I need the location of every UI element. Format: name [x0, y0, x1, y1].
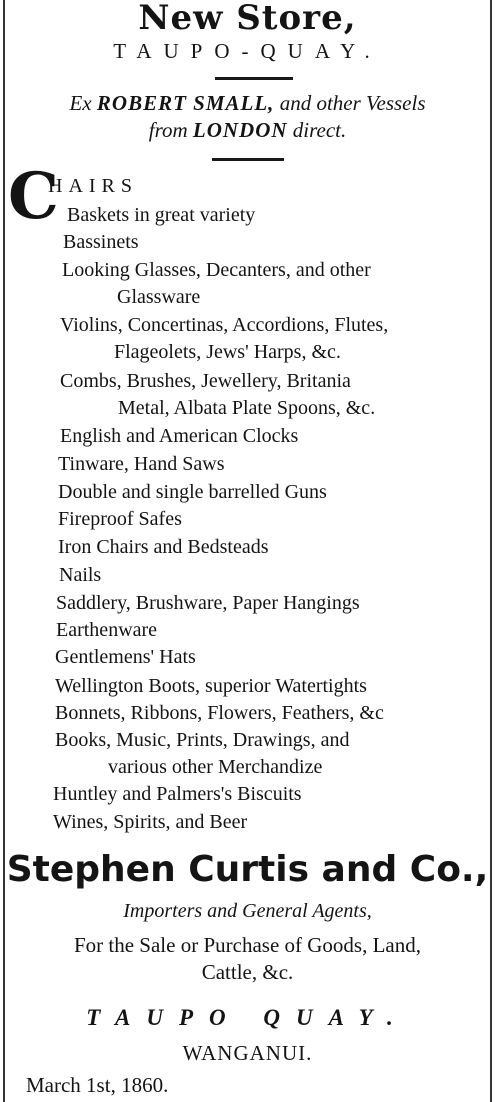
goods-item: Bassinets [63, 231, 139, 253]
goods-item: Gentlemens' Hats [55, 646, 196, 668]
sale-line: Cattle, &c. [201, 960, 294, 984]
divider-rule [212, 158, 284, 161]
from-london-line [0, 117, 495, 143]
goods-item: Tinware, Hand Saws [58, 453, 225, 475]
ex-prefix: Ex [69, 91, 92, 115]
ship-name: ROBERT SMALL, [96, 91, 275, 115]
ex-vessels-line [0, 90, 495, 116]
origin-city: LONDON [192, 118, 288, 142]
goods-item: Looking Glasses, Decanters, and other [62, 259, 371, 281]
goods-item: Books, Music, Prints, Drawings, and [55, 729, 350, 751]
divider-rule [215, 77, 293, 80]
firm-address: TAUPO QUAY. [86, 1005, 409, 1030]
goods-item: Wines, Spirits, and Beer [53, 811, 248, 833]
ad-date: March 1st, 1860. [26, 1073, 169, 1097]
ad-title: New Store, [138, 0, 357, 38]
goods-item: Huntley and Palmers's Biscuits [53, 783, 302, 805]
goods-item: Fireproof Safes [58, 508, 182, 530]
drop-cap: C [8, 159, 59, 234]
direct-word: direct. [292, 118, 347, 142]
firm-role: Importers and General Agents, [123, 900, 372, 922]
firm-town: WANGANUI. [182, 1041, 313, 1065]
goods-item: Saddlery, Brushware, Paper Hangings [56, 592, 360, 614]
goods-item: English and American Clocks [60, 425, 299, 447]
from-word: from [148, 118, 188, 142]
firm-name: Stephen Curtis and Co., [6, 849, 489, 890]
goods-item: Earthenware [56, 619, 158, 641]
goods-item: Bonnets, Ribbons, Flowers, Feathers, &c [55, 702, 384, 724]
goods-item: Iron Chairs and Bedsteads [58, 536, 269, 558]
goods-item-continued: Glassware [117, 286, 201, 308]
goods-first-item: HAIRS [48, 175, 139, 197]
goods-item-continued: Metal, Albata Plate Spoons, &c. [118, 397, 376, 419]
goods-item: Baskets in great variety [67, 204, 256, 226]
goods-item: Violins, Concertinas, Accordions, Flutes, [60, 314, 389, 336]
goods-item: Nails [59, 564, 102, 586]
goods-item: Combs, Brushes, Jewellery, Britania [60, 370, 351, 392]
goods-item: Wellington Boots, superior Watertights [55, 675, 367, 697]
ad-location: TAUPO-QUAY. [113, 39, 382, 63]
goods-item-continued: Flageolets, Jews' Harps, &c. [114, 341, 341, 363]
ex-suffix: and other Vessels [279, 91, 426, 115]
sale-line: For the Sale or Purchase of Goods, Land, [73, 933, 421, 957]
goods-item-continued: various other Merchandize [108, 756, 323, 778]
goods-item: Double and single barrelled Guns [58, 481, 327, 503]
